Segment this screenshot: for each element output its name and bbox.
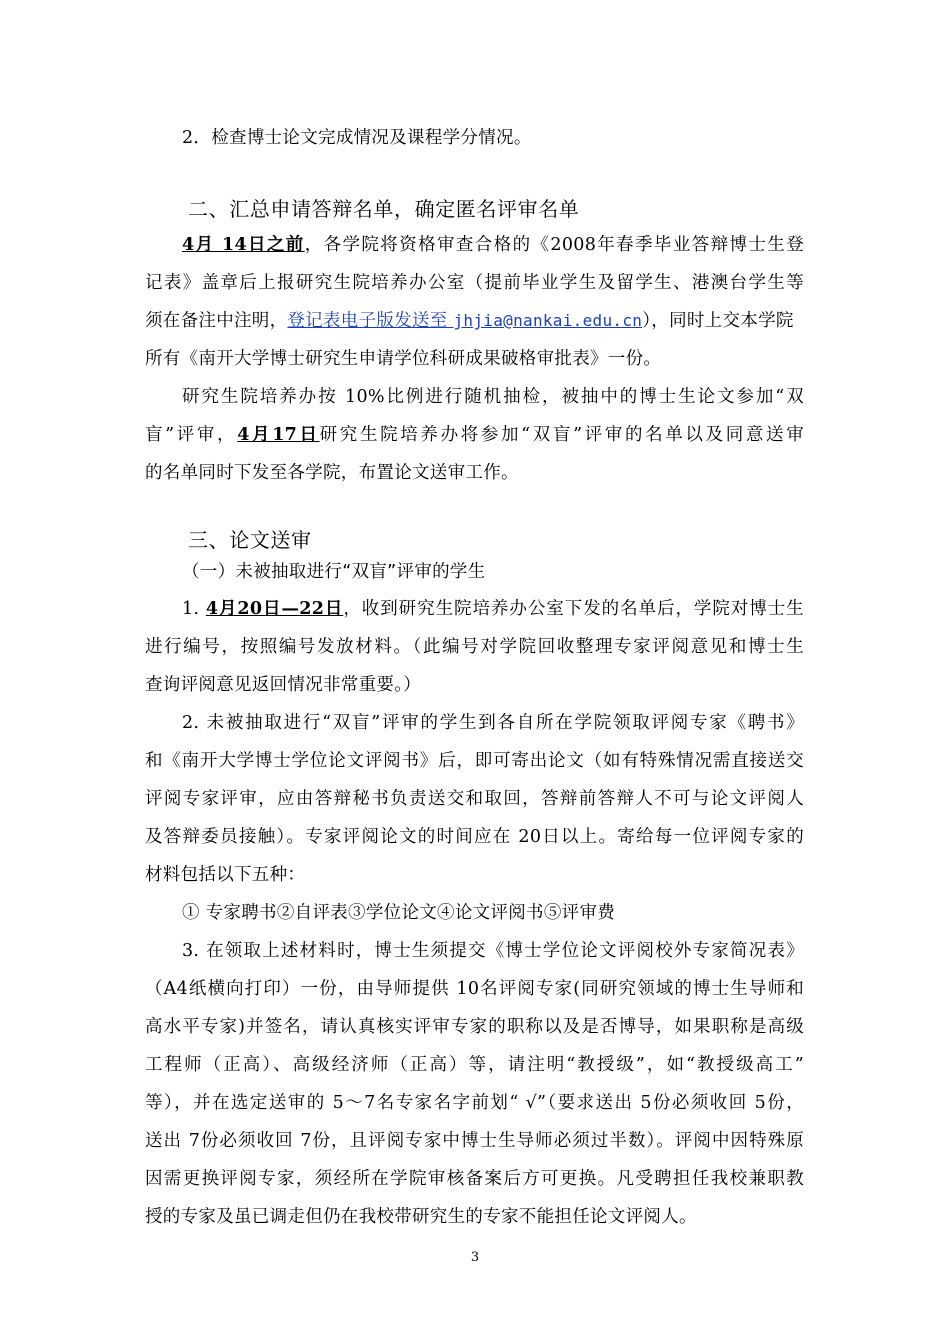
section-3-item-2-line-1: 2. 未被抽取进行“双盲”评审的学生到各自所在学院领取评阅专家《聘书》 <box>182 713 804 733</box>
deadline-date: 4月 14日之前 <box>182 235 305 255</box>
section-3-item-2-line-3: 评阅专家评审，应由答辩秘书负责送交和取回，答辩前答辩人不可与论文评阅人 <box>145 789 804 809</box>
checklist-item-2: 2．检查博士论文完成情况及课程学分情况。 <box>182 128 532 148</box>
section-3-item-3-line-1: 3. 在领取上述材料时，博士生须提交《博士学位论文评阅校外专家简况表》 <box>182 941 804 961</box>
section-3-item-1-line-3: 查询评阅意见返回情况非常重要。） <box>145 675 422 695</box>
page-number: 3 <box>470 1250 480 1265</box>
section-3-item-3-line-4: 工程师（正高）、高级经济师（正高）等，请注明“教授级”，如“教授级高工” <box>145 1055 804 1075</box>
section-3-item-1-line-2: 进行编号，按照编号发放材料。（此编号对学院回收整理专家评阅意见和博士生 <box>145 637 804 657</box>
section-2-para-1-line-3: 须在备注中注明，登记表电子版发送至 jhjia@nankai.edu.cn），同时上交本学院 <box>145 311 794 331</box>
section-3-heading: 三、论文送审 <box>188 528 312 552</box>
material-dispatch-date: 4月20日—22日 <box>205 599 344 619</box>
section-3-item-3-line-8: 授的专家及虽已调走但仍在我校带研究生的专家不能担任论文评阅人。 <box>145 1207 697 1227</box>
section-2-para-1-line-1: 4月 14日之前，各学院将资格审查合格的《2008年春季毕业答辩博士生登 <box>182 235 804 255</box>
section-3-item-2-line-5: 材料包括以下五种： <box>145 865 306 885</box>
section-3-item-3-line-2: （A4纸横向打印）一份，由导师提供 10名评阅专家(同研究领域的博士生导师和 <box>145 979 804 999</box>
section-3-subheading-1: （一）未被抽取进行“双盲”评审的学生 <box>182 562 486 582</box>
section-3-item-2-line-4: 及答辩委员接触）。专家评阅论文的时间应在 20日以上。寄给每一位评阅专家的 <box>145 827 804 847</box>
section-3-item-3-line-3: 高水平专家)并签名，请认真核实评审专家的职称以及是否博导，如果职称是高级 <box>145 1017 804 1037</box>
section-2-para-2-line-1: 研究生院培养办按 10%比例进行随机抽检，被抽中的博士生论文参加“双 <box>182 387 804 407</box>
list-release-date: 4月17日 <box>237 425 320 445</box>
section-2-para-1-line-2: 记表》盖章后上报研究生院培养办公室（提前毕业学生及留学生、港澳台学生等 <box>145 273 804 293</box>
section-3-item-2-line-2: 和《南开大学博士学位论文评阅书》后，即可寄出论文（如有特殊情况需直接送交 <box>145 751 804 771</box>
email-link[interactable]: 登记表电子版发送至 jhjia@nankai.edu.cn <box>287 311 643 331</box>
materials-list: ① 专家聘书②自评表③学位论文④论文评阅书⑤评审费 <box>182 903 616 923</box>
section-2-para-1-line-4: 所有《南开大学博士研究生申请学位科研成果破格审批表》一份。 <box>145 349 662 369</box>
section-3-item-3-line-7: 因需更换评阅专家，须经所在学院审核备案后方可更换。凡受聘担任我校兼职教 <box>145 1169 804 1189</box>
section-2-para-2-line-2: 盲”评审，4月17日研究生院培养办将参加“双盲”评审的名单以及同意送审 <box>145 425 804 445</box>
section-3-item-3-line-5: 等），并在选定送审的 5～7名专家名字前划“ √”（要求送出 5份必须收回 5份， <box>145 1093 804 1113</box>
section-3-item-3-line-6: 送出 7份必须收回 7份，且评阅专家中博士生导师必须过半数）。评阅中因特殊原 <box>145 1131 804 1151</box>
section-2-para-2-line-3: 的名单同时下发至各学院，布置论文送审工作。 <box>145 463 519 483</box>
section-2-heading: 二、汇总申请答辩名单，确定匿名评审名单 <box>188 197 580 221</box>
section-3-item-1-line-1: 1. 4月20日—22日，收到研究生院培养办公室下发的名单后，学院对博士生 <box>182 599 804 619</box>
